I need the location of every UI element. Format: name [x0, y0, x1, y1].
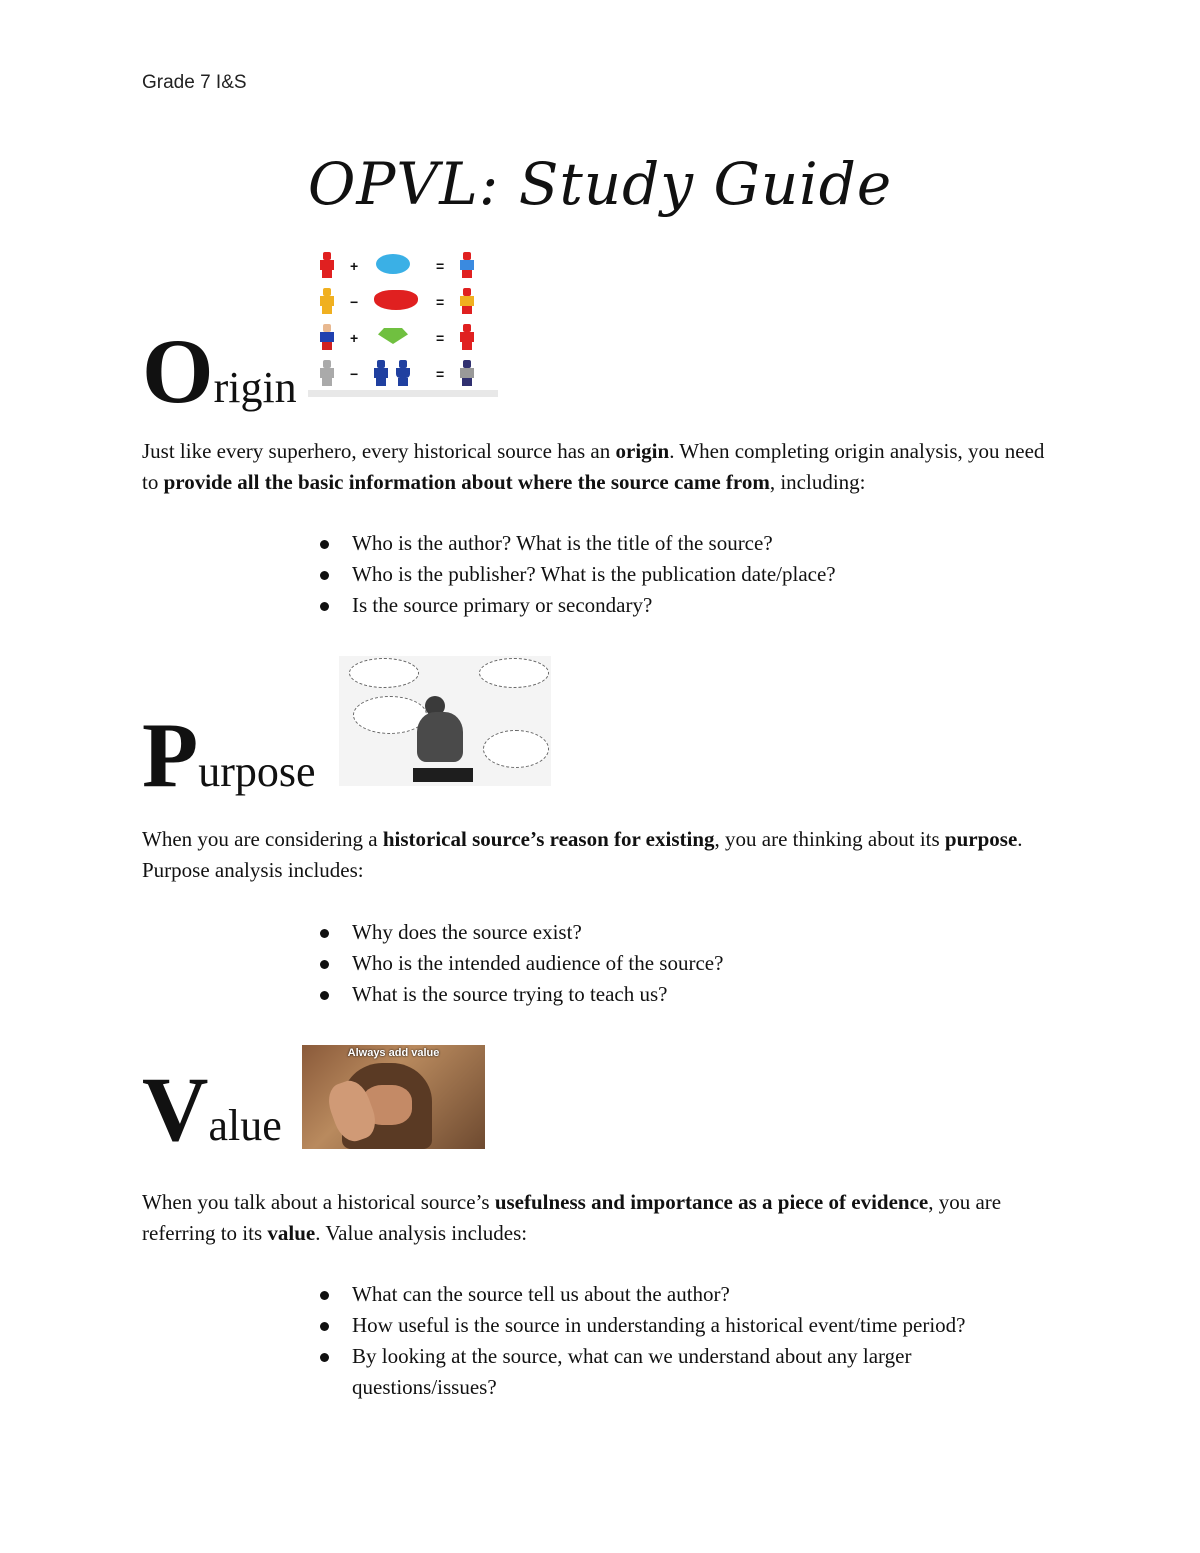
image-caption-bar — [308, 390, 498, 397]
purpose-paragraph: When you are considering a historical source’s reason for existing, you are thinking about its purpose. Purpose analysis includes: — [142, 827, 1023, 882]
meme-caption: Always add value — [347, 1047, 440, 1059]
origin-heading-rest: rigin — [213, 363, 297, 412]
value-bullet-list — [320, 1279, 1040, 1403]
list-item: What is the source trying to teach us? — [320, 979, 1080, 1010]
list-item: Who is the intended audience of the source? — [320, 948, 1080, 979]
value-paragraph: When you talk about a historical source’s usefulness and importance as a piece of evidence, you are referring to its value. Value analysis includes: — [142, 1190, 1002, 1245]
purpose-initial: P — [142, 704, 199, 806]
purpose-bullet-list — [320, 917, 1080, 1010]
list-item: How useful is the source in understanding a historical event/time period? — [320, 1310, 1040, 1341]
list-item: Who is the publisher? What is the publication date/place? — [320, 559, 1080, 590]
value-initial: V — [142, 1058, 209, 1160]
origin-heading — [142, 318, 297, 424]
list-item: Who is the author? What is the title of the source? — [320, 528, 1080, 559]
superhero-equations-image: + = − = + = − = — [308, 248, 498, 398]
origin-bullet-list — [320, 528, 1080, 621]
list-item: Is the source primary or secondary? — [320, 590, 1080, 621]
facepalm-meme-image — [302, 1045, 485, 1149]
purpose-heading-rest: urpose — [198, 747, 316, 796]
value-heading — [142, 1056, 282, 1162]
list-item: What can the source tell us about the author? — [320, 1279, 1040, 1310]
list-item: By looking at the source, what can we understand about any larger questions/issues? — [320, 1341, 1040, 1403]
page-title: OPVL: Study Guide — [307, 150, 893, 218]
course-header: Grade 7 I&S — [142, 72, 247, 93]
purpose-heading — [142, 702, 316, 808]
list-item: Why does the source exist? — [320, 917, 1080, 948]
value-heading-rest: alue — [208, 1101, 282, 1150]
thinker-statue-image — [339, 656, 551, 786]
origin-initial: O — [142, 320, 214, 422]
origin-paragraph: Just like every superhero, every historical source has an origin. When completing origin analysis, you need to provide all the basic information about where the source came from, including: — [142, 439, 1045, 494]
